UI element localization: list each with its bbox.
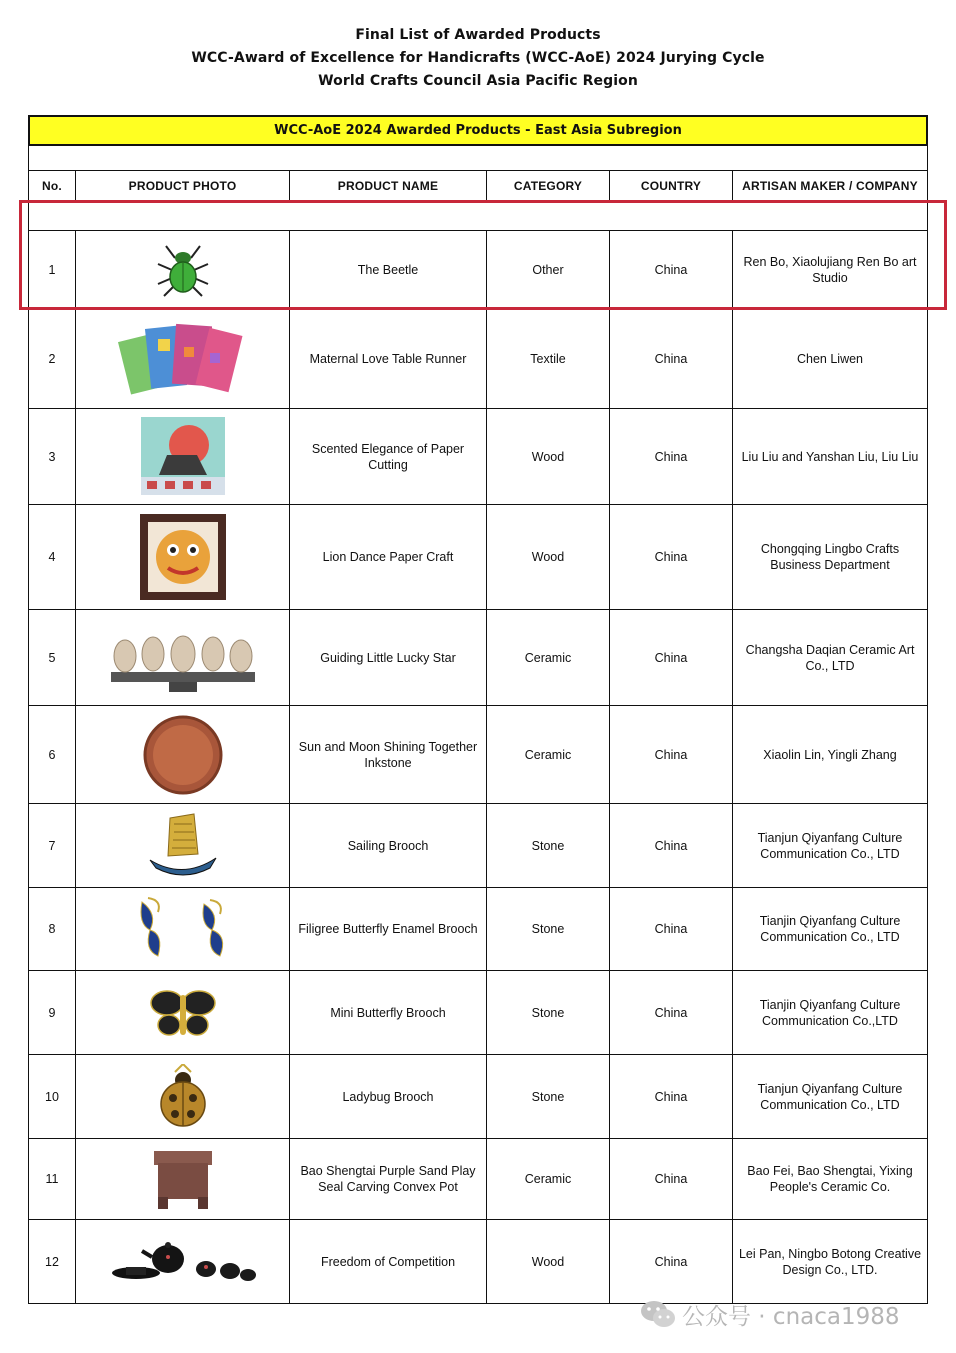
cell-no: 2 — [29, 309, 76, 409]
cell-name: Lion Dance Paper Craft — [290, 505, 487, 610]
table-row — [29, 1139, 928, 1220]
cell-category: Wood — [487, 1220, 610, 1304]
col-header-country: COUNTRY — [610, 171, 733, 201]
tea-set-photo — [76, 1220, 290, 1304]
wechat-icon — [640, 1299, 676, 1329]
title-line-1: Final List of Awarded Products — [355, 27, 601, 43]
table-row — [29, 309, 928, 409]
document-title-block — [0, 24, 956, 93]
cell-country: China — [610, 1139, 733, 1220]
cell-name: Guiding Little Lucky Star — [290, 610, 487, 706]
cell-category: Ceramic — [487, 610, 610, 706]
cell-maker: Chongqing Lingbo Crafts Business Department — [733, 505, 928, 610]
title-line-3: World Crafts Council Asia Pacific Region — [318, 73, 638, 89]
cell-maker: Ren Bo, Xiaolujiang Ren Bo art Studio — [733, 231, 928, 309]
cell-maker: Liu Liu and Yanshan Liu, Liu Liu — [733, 409, 928, 505]
spacer-row — [28, 146, 928, 171]
cell-name: Ladybug Brooch — [290, 1055, 487, 1139]
table-row — [29, 706, 928, 804]
cell-no: 12 — [29, 1220, 76, 1304]
lucky-star-photo — [76, 610, 290, 706]
table-row — [29, 971, 928, 1055]
cell-no: 11 — [29, 1139, 76, 1220]
cell-category: Stone — [487, 804, 610, 888]
cell-country: China — [610, 505, 733, 610]
table-row — [29, 1055, 928, 1139]
cell-name: Maternal Love Table Runner — [290, 309, 487, 409]
lion-dance-photo — [76, 505, 290, 610]
table-row — [29, 610, 928, 706]
cell-country: China — [610, 804, 733, 888]
beetle-photo — [76, 231, 290, 309]
cell-maker: Tianjun Qiyanfang Culture Communication Co., LTD — [733, 1055, 928, 1139]
cell-name: Mini Butterfly Brooch — [290, 971, 487, 1055]
cell-no: 9 — [29, 971, 76, 1055]
cell-maker: Lei Pan, Ningbo Botong Creative Design Co., LTD. — [733, 1220, 928, 1304]
cell-maker: Chen Liwen — [733, 309, 928, 409]
cell-no: 10 — [29, 1055, 76, 1139]
cell-name: Bao Shengtai Purple Sand Play Seal Carving Convex Pot — [290, 1139, 487, 1220]
table-runner-photo — [76, 309, 290, 409]
ladybug-photo — [76, 1055, 290, 1139]
cell-maker: Xiaolin Lin, Yingli Zhang — [733, 706, 928, 804]
cell-category: Ceramic — [487, 706, 610, 804]
col-header-no: No. — [29, 171, 76, 201]
cell-category: Ceramic — [487, 1139, 610, 1220]
filigree-brooch-photo — [76, 888, 290, 971]
cell-maker: Tianjin Qiyanfang Culture Communication Co., LTD — [733, 888, 928, 971]
watermark — [640, 1296, 900, 1332]
sand-pot-photo — [76, 1139, 290, 1220]
cell-name: Scented Elegance of Paper Cutting — [290, 409, 487, 505]
table-row — [29, 409, 928, 505]
awarded-products-table — [28, 170, 928, 1304]
subregion-banner: WCC-AoE 2024 Awarded Products - East Asia Subregion — [28, 115, 928, 146]
cell-country: China — [610, 610, 733, 706]
table-row — [29, 1220, 928, 1304]
cell-category: Stone — [487, 888, 610, 971]
cell-maker: Tianjin Qiyanfang Culture Communication Co.,LTD — [733, 971, 928, 1055]
cell-category: Wood — [487, 409, 610, 505]
cell-country: China — [610, 971, 733, 1055]
cell-no: 3 — [29, 409, 76, 505]
table-row — [29, 804, 928, 888]
cell-name: Sailing Brooch — [290, 804, 487, 888]
cell-no: 7 — [29, 804, 76, 888]
cell-maker: Changsha Daqian Ceramic Art Co., LTD — [733, 610, 928, 706]
cell-country: China — [610, 231, 733, 309]
cell-name: Sun and Moon Shining Together Inkstone — [290, 706, 487, 804]
watermark-text: 公众号 · cnaca1988 — [682, 1303, 900, 1330]
cell-country: China — [610, 888, 733, 971]
col-header-maker: ARTISAN MAKER / COMPANY — [733, 171, 928, 201]
table-row — [29, 505, 928, 610]
table-row — [29, 888, 928, 971]
cell-maker: Bao Fei, Bao Shengtai, Yixing People's Ceramic Co. — [733, 1139, 928, 1220]
title-line-2: WCC-Award of Excellence for Handicrafts (WCC-AoE) 2024 Jurying Cycle — [191, 50, 765, 66]
cell-category: Textile — [487, 309, 610, 409]
cell-country: China — [610, 409, 733, 505]
cell-no: 6 — [29, 706, 76, 804]
cell-category: Stone — [487, 971, 610, 1055]
table-header-row — [29, 171, 928, 201]
cell-no: 8 — [29, 888, 76, 971]
cell-name: Filigree Butterfly Enamel Brooch — [290, 888, 487, 971]
cell-maker: Tianjun Qiyanfang Culture Communication Co., LTD — [733, 804, 928, 888]
cell-country: China — [610, 309, 733, 409]
inkstone-photo — [76, 706, 290, 804]
cell-name: Freedom of Competition — [290, 1220, 487, 1304]
col-header-photo: PRODUCT PHOTO — [76, 171, 290, 201]
blank-row — [29, 201, 928, 231]
cell-country: China — [610, 1055, 733, 1139]
mini-butterfly-photo — [76, 971, 290, 1055]
cell-country: China — [610, 706, 733, 804]
cell-no: 1 — [29, 231, 76, 309]
cell-category: Other — [487, 231, 610, 309]
cell-country: China — [610, 1220, 733, 1304]
cell-category: Wood — [487, 505, 610, 610]
col-header-category: CATEGORY — [487, 171, 610, 201]
cell-no: 5 — [29, 610, 76, 706]
col-header-name: PRODUCT NAME — [290, 171, 487, 201]
cell-name: The Beetle — [290, 231, 487, 309]
table-row — [29, 231, 928, 309]
cell-no: 4 — [29, 505, 76, 610]
sailing-brooch-photo — [76, 804, 290, 888]
paper-cutting-photo — [76, 409, 290, 505]
cell-category: Stone — [487, 1055, 610, 1139]
